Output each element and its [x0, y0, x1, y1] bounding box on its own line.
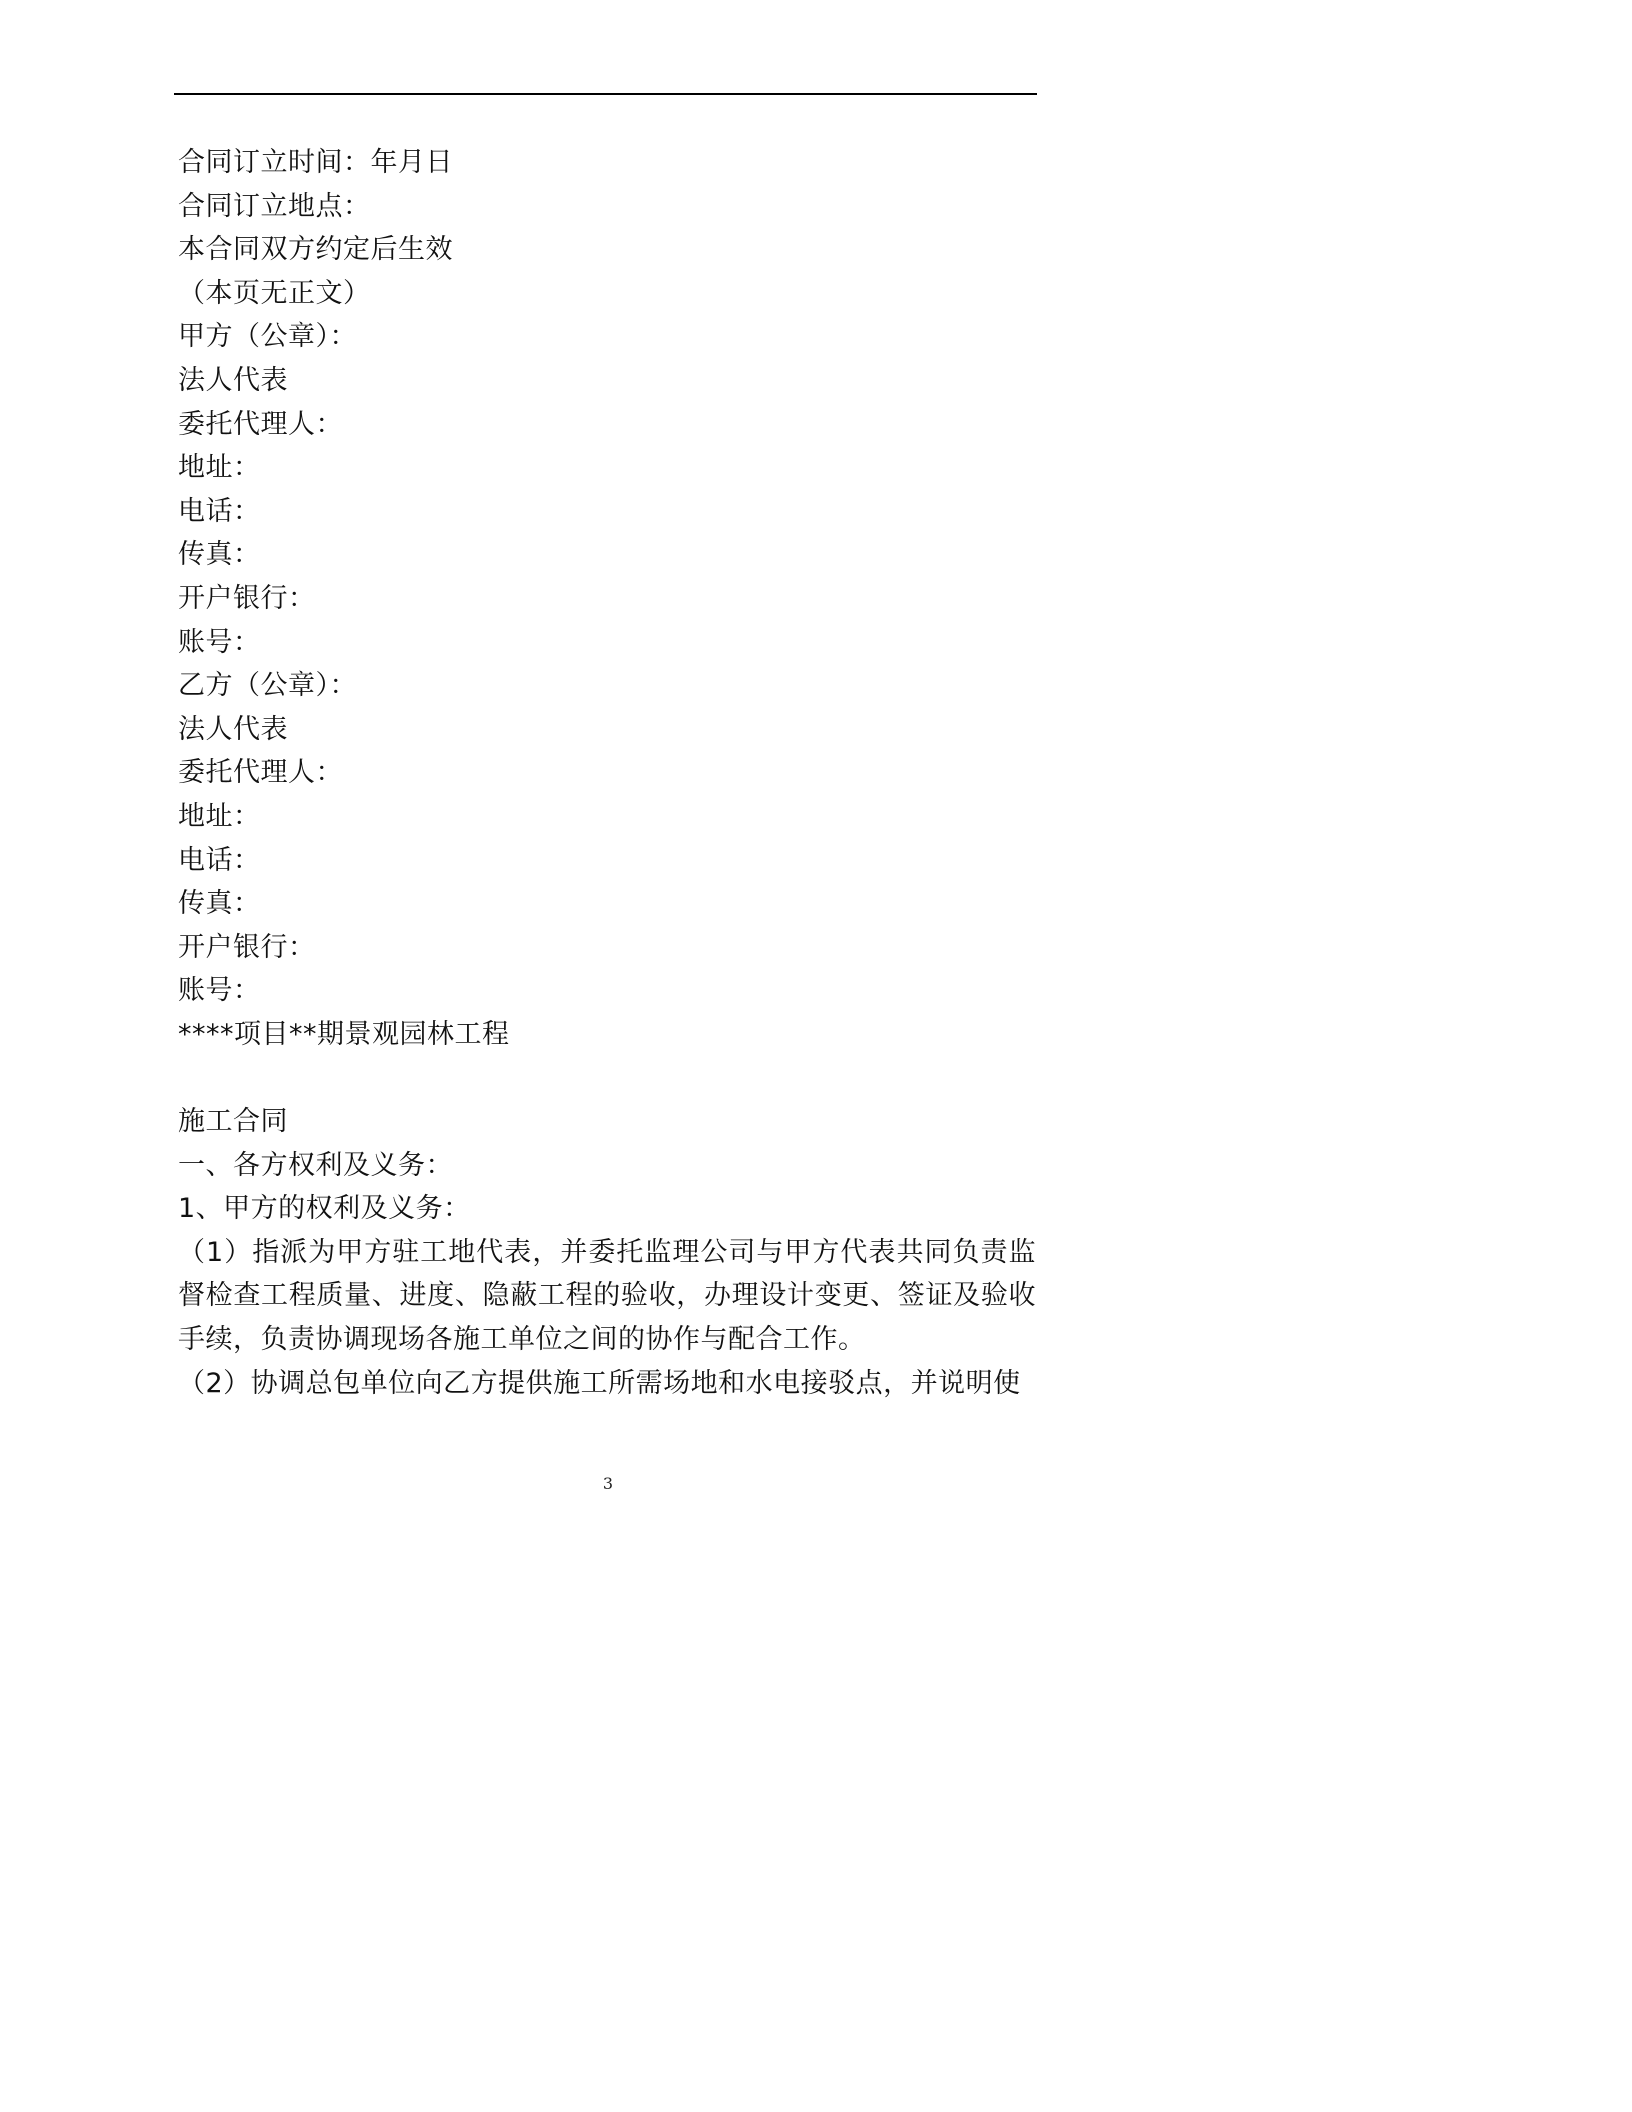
party-b-agent: 委托代理人：	[178, 757, 343, 789]
page-number: 3	[602, 1474, 614, 1493]
party-b-legal-rep: 法人代表	[178, 713, 288, 745]
party-a-fax: 传真：	[178, 539, 261, 571]
clause-item-2: （2）协调总包单位向乙方提供施工所需场地和水电接驳点，并说明使	[178, 1367, 1021, 1399]
party-b-bank: 开户银行：	[178, 931, 316, 963]
blank-line	[178, 1056, 1038, 1100]
section-title: 施工合同	[178, 1106, 288, 1138]
party-a-agent: 委托代理人：	[178, 408, 343, 440]
contract-place-line: 合同订立地点：	[178, 190, 371, 222]
party-a-account: 账号：	[178, 626, 261, 658]
party-a-legal-rep: 法人代表	[178, 364, 288, 396]
party-a-seal: 甲方（公章）：	[178, 321, 357, 353]
section-heading: 一、各方权利及义务：	[178, 1149, 453, 1181]
party-a-address: 地址：	[178, 452, 261, 484]
section-subheading: 1、甲方的权利及义务：	[178, 1193, 471, 1225]
party-b-address: 地址：	[178, 800, 261, 832]
party-b-account: 账号：	[178, 975, 261, 1007]
header-rule	[174, 93, 1037, 95]
party-b-seal: 乙方（公章）：	[178, 670, 357, 702]
project-title: ****项目**期景观园林工程	[178, 1018, 510, 1050]
no-body-note: （本页无正文）	[178, 277, 371, 309]
document-body	[178, 141, 1038, 1405]
effective-clause-line: 本合同双方约定后生效	[178, 234, 453, 266]
contract-date-line: 合同订立时间：年月日	[178, 147, 453, 178]
party-a-phone: 电话：	[178, 495, 261, 527]
party-a-bank: 开户银行：	[178, 582, 316, 614]
party-b-fax: 传真：	[178, 888, 261, 920]
party-b-phone: 电话：	[178, 844, 261, 876]
clause-item-1: （1）指派为甲方驻工地代表，并委托监理公司与甲方代表共同负责监督检查工程质量、进度、隐蔽工程的验收，办理设计变更、签证及验收手续，负责协调现场各施工单位之间的协作与配合工作。	[178, 1236, 1036, 1356]
